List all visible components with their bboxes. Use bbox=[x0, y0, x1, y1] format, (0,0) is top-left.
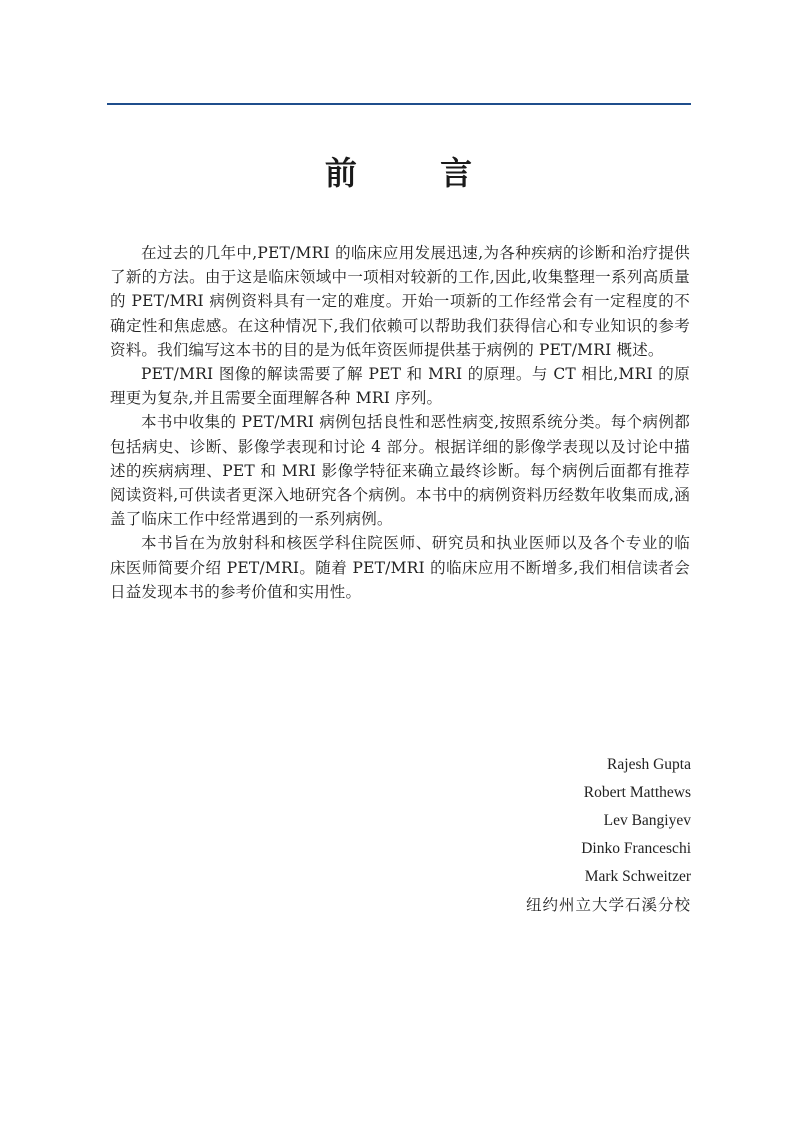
institution-name: 纽约州立大学石溪分校 bbox=[525, 896, 691, 914]
author-name: Robert Matthews bbox=[583, 784, 691, 801]
header-rule bbox=[107, 103, 691, 105]
paragraph: 本书中收集的 PET/MRI 病例包括良性和恶性病变,按照系统分类。每个病例都包括病史、诊断、影像学表现和讨论 4 部分。根据详细的影像学表现以及讨论中描述的疾病病理、PET 和 MRI 影像学特征来确立最终诊断。每个病例后面都有推荐阅读资料,可供读者更深入地研究各个病例。本书中的病例资料历经数年收集而成,涵盖了临床工作中经常遇到的一系列病例。 bbox=[110, 413, 690, 529]
paragraph: PET/MRI 图像的解读需要了解 PET 和 MRI 的原理。与 CT 相比,MRI 的原理更为复杂,并且需要全面理解各种 MRI 序列。 bbox=[110, 365, 690, 408]
paragraph: 在过去的几年中,PET/MRI 的临床应用发展迅速,为各种疾病的诊断和治疗提供了新的方法。由于这是临床领域中一项相对较新的工作,因此,收集整理一系列高质量的 PET/MRI 病例资料具有一定的难度。开始一项新的工作经常会有一定程度的不确定性和焦虑感。在这种情况下,我们依赖可以帮助我们获得信心和专业知识的参考资料。我们编写这本书的目的是为低年资医师提供基于病例的 PET/MRI 概述。 bbox=[110, 244, 690, 359]
paragraph: 本书旨在为放射科和核医学科住院医师、研究员和执业医师以及各个专业的临床医师简要介绍 PET/MRI。随着 PET/MRI 的临床应用不断增多,我们相信读者会日益发现本书的参考价值和实用性。 bbox=[110, 534, 690, 601]
author-name: Dinko Franceschi bbox=[581, 840, 691, 857]
author-name: Lev Bangiyev bbox=[603, 812, 691, 829]
signature-block bbox=[526, 751, 691, 919]
author-name: Rajesh Gupta bbox=[607, 756, 691, 773]
author-name: Mark Schweitzer bbox=[584, 868, 691, 885]
page-title: 前 言 bbox=[324, 154, 509, 192]
preface-body bbox=[110, 241, 690, 604]
